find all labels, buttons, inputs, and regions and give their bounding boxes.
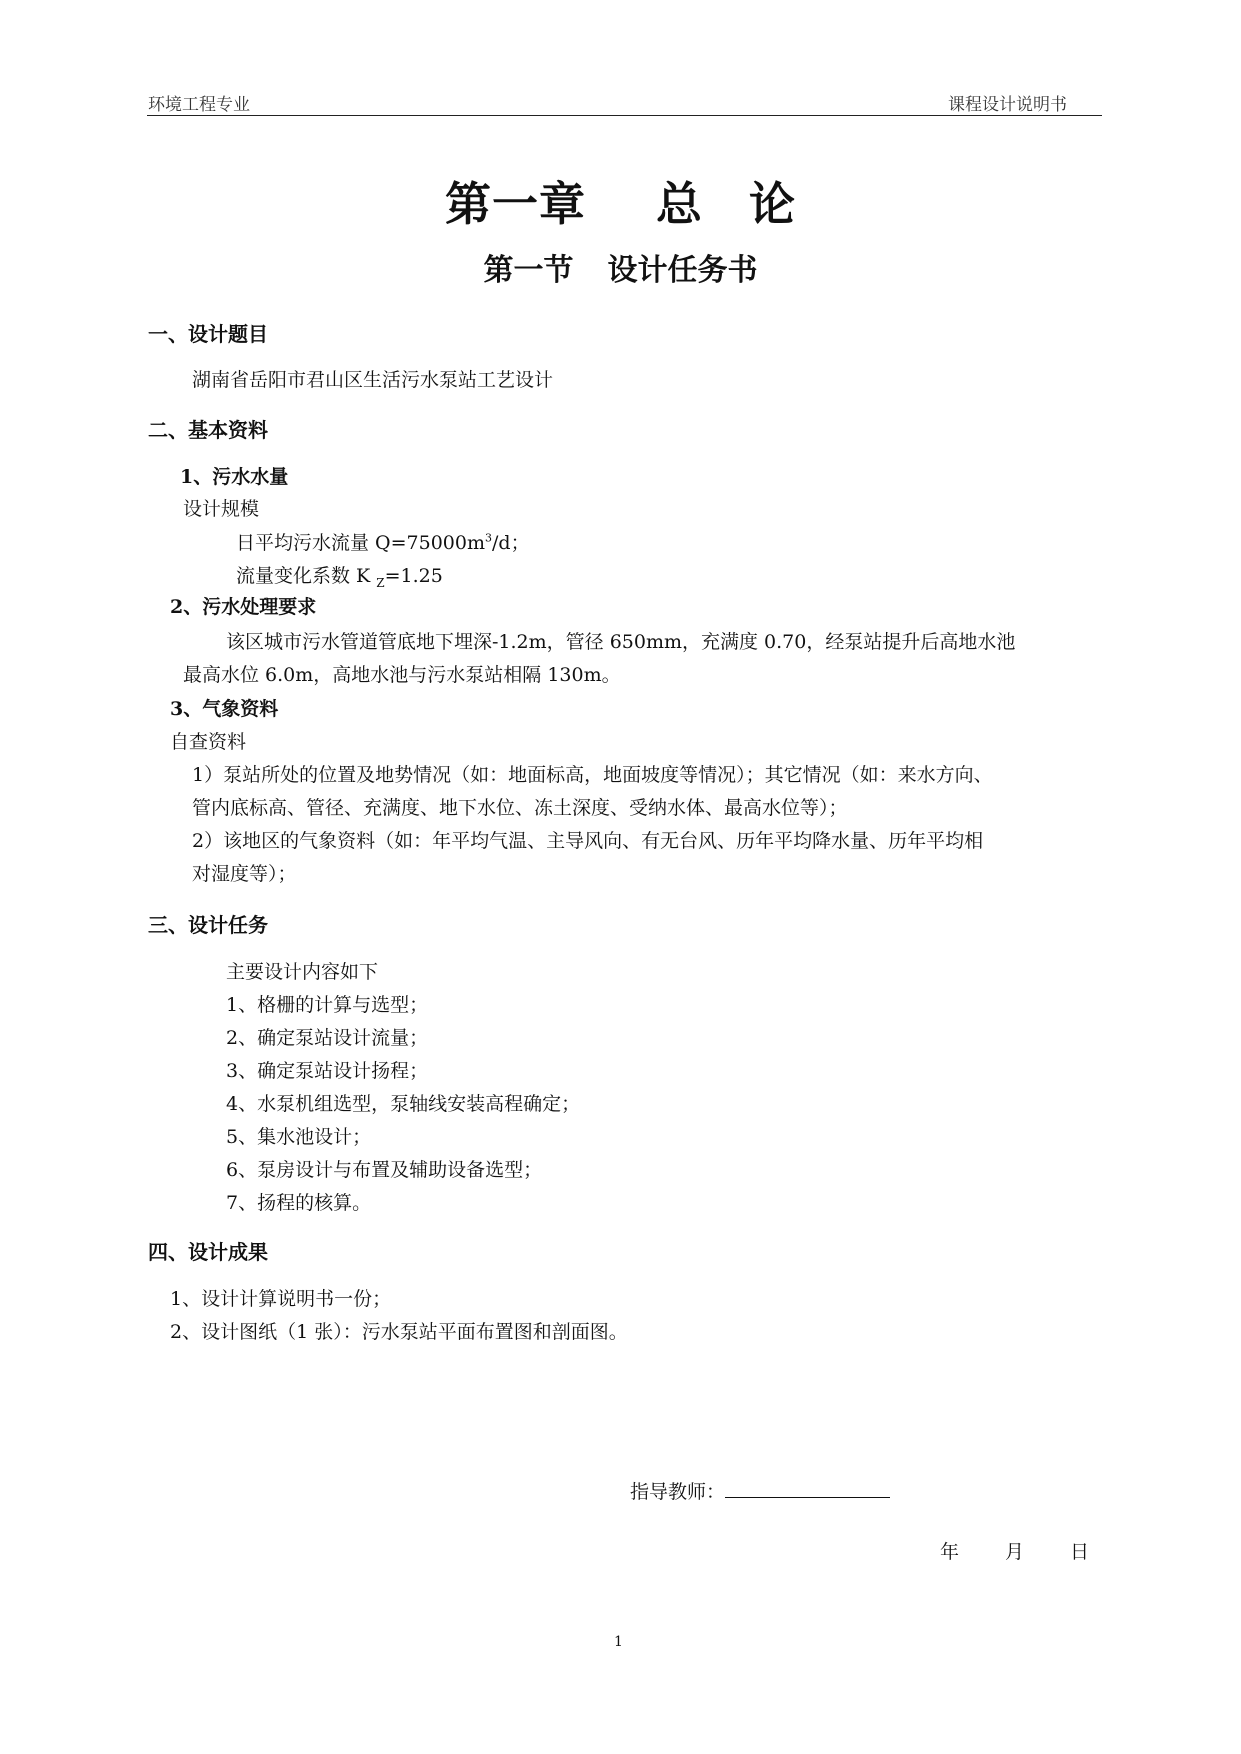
task-item: 7、扬程的核算。 bbox=[226, 1192, 372, 1214]
heading-weather-data: 3、气象资料 bbox=[170, 698, 279, 720]
daily-flow-text: 日平均污水流量 Q=75000m bbox=[236, 532, 485, 554]
chapter-word-2: 论 bbox=[749, 177, 796, 231]
heading-sewage-volume: 1、污水水量 bbox=[180, 466, 289, 488]
date-day-label: 日 bbox=[1070, 1541, 1090, 1563]
task-item: 6、泵房设计与布置及辅助设备选型； bbox=[226, 1159, 543, 1181]
heading-design-tasks: 三、设计任务 bbox=[148, 913, 268, 937]
design-scale-label: 设计规模 bbox=[183, 498, 260, 520]
task-item: 2、确定泵站设计流量； bbox=[226, 1027, 429, 1049]
section-number: 第一节 bbox=[483, 253, 574, 288]
cubic-superscript: 3 bbox=[485, 531, 492, 545]
weather-item2-line2: 对湿度等）； bbox=[192, 863, 297, 885]
treatment-text-line2: 最高水位 6.0m，高地水池与污水泵站相隔 130m。 bbox=[183, 664, 621, 686]
treatment-text-line1: 该区城市污水管道管底地下埋深-1.2m，管径 650mm，充满度 0.70，经泵站提升后高地水池 bbox=[226, 631, 1016, 653]
tasks-intro: 主要设计内容如下 bbox=[226, 961, 379, 983]
header-right: 课程设计说明书 bbox=[948, 95, 1067, 115]
daily-flow-line bbox=[236, 528, 530, 555]
task-item: 4、水泵机组选型，泵轴线安装高程确定； bbox=[226, 1093, 581, 1115]
weather-item2-line1: 2）该地区的气象资料（如：年平均气温、主导风向、有无台风、历年平均降水量、历年平均相 bbox=[192, 830, 984, 852]
weather-item1-line1: 1）泵站所处的位置及地势情况（如：地面标高，地面坡度等情况）；其它情况（如：来水方向、 bbox=[192, 764, 993, 786]
chapter-title bbox=[0, 168, 1241, 234]
weather-item1-line2: 管内底标高、管径、充满度、地下水位、冻土深度、受纳水体、最高水位等）； bbox=[192, 797, 848, 819]
daily-flow-unit: /d； bbox=[492, 532, 530, 554]
chapter-number: 第一章 bbox=[445, 177, 586, 231]
coefficient-value: =1.25 bbox=[384, 565, 443, 587]
heading-design-results: 四、设计成果 bbox=[148, 1240, 268, 1264]
result-item: 2、设计图纸（1 张）：污水泵站平面布置图和剖面图。 bbox=[170, 1321, 628, 1343]
heading-basic-data: 二、基本资料 bbox=[148, 418, 268, 442]
coefficient-text: 流量变化系数 K bbox=[236, 565, 377, 587]
section-title bbox=[0, 245, 1241, 289]
advisor-signature-line bbox=[630, 1477, 890, 1504]
date-month-label: 月 bbox=[1005, 1541, 1025, 1563]
header-left: 环境工程专业 bbox=[148, 95, 250, 115]
heading-treatment-requirements: 2、污水处理要求 bbox=[170, 596, 317, 618]
date-year-label: 年 bbox=[940, 1541, 960, 1563]
result-item: 1、设计计算说明书一份； bbox=[170, 1288, 392, 1310]
task-item: 5、集水池设计； bbox=[226, 1126, 372, 1148]
section-name: 设计任务书 bbox=[607, 253, 758, 288]
header-rule bbox=[147, 115, 1102, 116]
flow-coefficient-line bbox=[236, 561, 443, 590]
page-number: 1 bbox=[614, 1634, 623, 1650]
coefficient-subscript: Z bbox=[376, 575, 385, 590]
weather-intro: 自查资料 bbox=[170, 731, 247, 753]
task-item: 3、确定泵站设计扬程； bbox=[226, 1060, 429, 1082]
signature-blank bbox=[725, 1479, 890, 1498]
heading-design-topic: 一、设计题目 bbox=[148, 322, 268, 346]
advisor-label: 指导教师： bbox=[630, 1481, 726, 1503]
task-item: 1、格栅的计算与选型； bbox=[226, 994, 429, 1016]
design-topic-text: 湖南省岳阳市君山区生活污水泵站工艺设计 bbox=[192, 369, 554, 391]
chapter-word-1: 总 bbox=[656, 177, 703, 231]
